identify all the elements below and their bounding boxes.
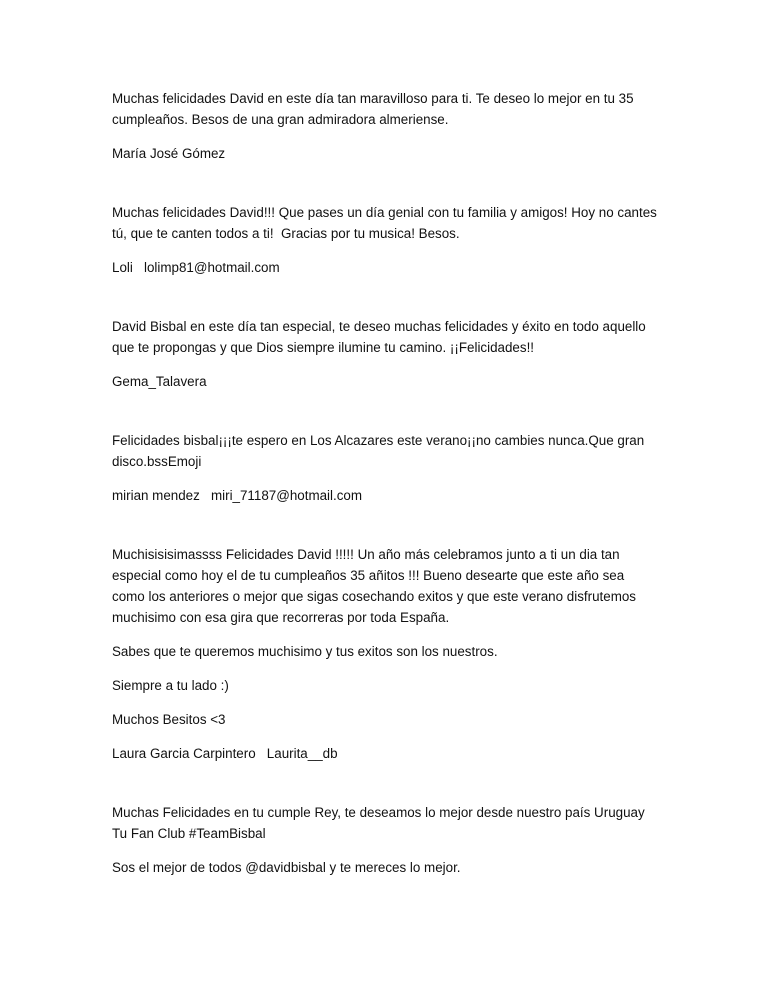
message-4 bbox=[112, 430, 657, 506]
message-text: Sos el mejor de todos @davidbisbal y te mereces lo mejor. bbox=[112, 860, 461, 875]
message-signature: Laura Garcia Carpintero Laurita__db bbox=[112, 746, 338, 761]
message-text: Muchos Besitos <3 bbox=[112, 712, 226, 727]
message-text: Muchisisisimassss Felicidades David !!!!! Un año más celebramos junto a ti un dia tan especial como hoy el de tu cumpleaños 35 añitos !!! Bueno desearte que este año sea como los anteriores o mejor que sigas cosechando exitos y que este verano disfrutemos muchisimo con esa gira que recorreras por toda España. bbox=[112, 547, 640, 625]
message-signature: Loli lolimp81@hotmail.com bbox=[112, 260, 280, 275]
message-signature: María José Gómez bbox=[112, 146, 226, 161]
message-text: Felicidades bisbal¡¡¡te espero en Los Alcazares este verano¡¡no cambies nunca.Que gran disco.bssEmoji bbox=[112, 433, 648, 469]
message-text: Muchas felicidades David!!! Que pases un día genial con tu familia y amigos! Hoy no cantes tú, que te canten todos a ti! Gracias por tu musica! Besos. bbox=[112, 205, 661, 241]
message-5 bbox=[112, 544, 657, 764]
message-text: David Bisbal en este día tan especial, te deseo muchas felicidades y éxito en todo aquello que te propongas y que Dios siempre ilumine tu camino. ¡¡Felicidades!! bbox=[112, 319, 650, 355]
message-3 bbox=[112, 316, 657, 392]
message-2 bbox=[112, 202, 661, 278]
message-signature: mirian mendez miri_71187@hotmail.com bbox=[112, 488, 363, 503]
message-text: Muchas Felicidades en tu cumple Rey, te deseamos lo mejor desde nuestro país Uruguay Tu Fan Club #TeamBisbal bbox=[112, 805, 649, 841]
message-text: Siempre a tu lado :) bbox=[112, 678, 229, 693]
message-1 bbox=[112, 88, 657, 164]
document-page bbox=[112, 88, 661, 916]
message-6 bbox=[112, 802, 657, 878]
message-signature: Gema_Talavera bbox=[112, 374, 207, 389]
message-text: Sabes que te queremos muchisimo y tus exitos son los nuestros. bbox=[112, 644, 498, 659]
message-text: Muchas felicidades David en este día tan maravilloso para ti. Te deseo lo mejor en tu 35 cumpleaños. Besos de una gran admiradora almeriense. bbox=[112, 91, 638, 127]
